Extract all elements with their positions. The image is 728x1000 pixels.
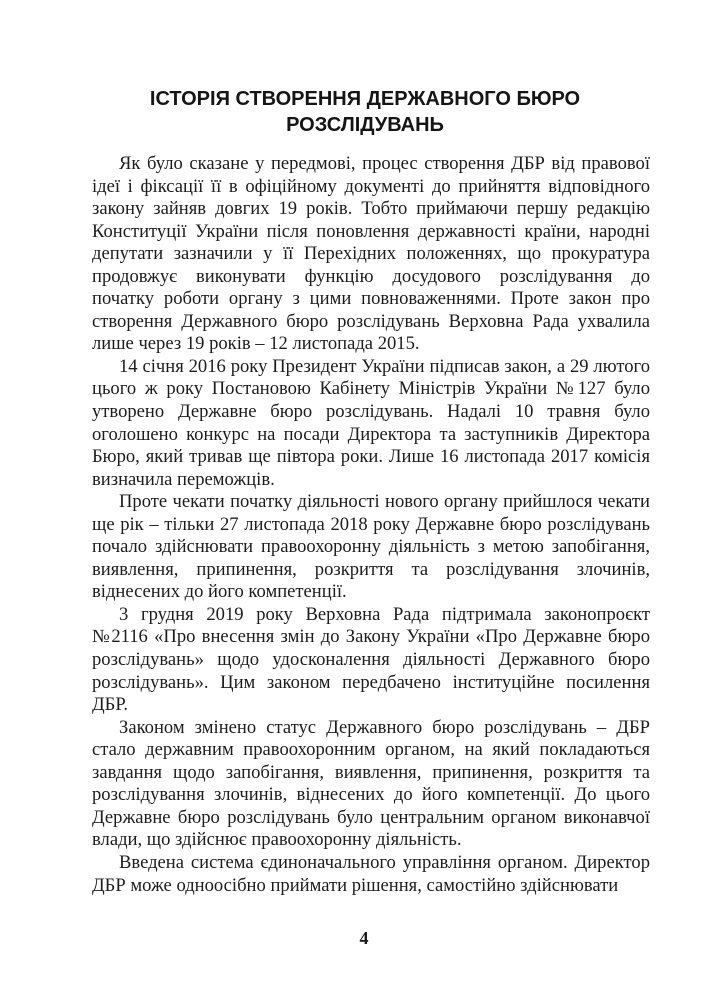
text-line: завдання щодо запобігання, виявлення, припинення, розкриття та [92,761,650,783]
text-line: цього ж року Постановою Кабінету Міністрів України №127 було [92,378,650,400]
text-line: ще рік – тільки 27 листопада 2018 року Державне бюро розслідувань [92,513,650,535]
paragraph [92,153,650,356]
text-line: виявлення, припинення, розкриття та розслідування злочинів, [92,558,650,580]
document-body [92,153,650,897]
text-line: закону зайняв довгих 19 років. Тобто приймаючи першу редакцію [92,198,650,220]
text-line: віднесених до його компетенції. [92,581,347,603]
text-line: №2116 «Про внесення змін до Закону України «Про Державне бюро [92,626,650,648]
text-line: розслідувань» щодо удосконалення діяльності Державного бюро [92,649,650,671]
text-line: лише через 19 років – 12 листопада 2015. [92,333,420,355]
text-line: розслідування злочинів, віднесених до його компетенції. До цього [92,784,650,806]
text-line: Державне бюро розслідувань було центральним органом виконавчої [92,806,650,828]
text-line: створення Державного бюро розслідувань Верховна Рада ухвалила [92,310,650,332]
text-line: Бюро, який тривав ще півтора роки. Лише 16 листопада 2017 комісія [92,446,650,468]
page-number: 4 [359,928,369,948]
text-line: утворено Державне бюро розслідувань. Надалі 10 травня було [92,401,650,423]
text-line: початку роботи органу з цими повноваженнями. Проте закон про [92,288,650,310]
title-line-1: ІСТОРІЯ СТВОРЕННЯ ДЕРЖАВНОГО БЮРО [149,88,581,110]
text-line: оголошено конкурс на посади Директора та заступників Директора [92,423,650,445]
text-line: ДБР може одноосібно приймати рішення, самостійно здійснювати [92,874,619,896]
text-line: ДБР. [92,694,129,716]
text-line: Конституції України після поновлення державності країни, народні [92,220,650,242]
text-line: продовжує виконувати функцію досудового розслідування до [92,265,650,287]
text-line: 3 грудня 2019 року Верховна Рада підтримала законопроєкт [119,603,650,625]
page-title [60,86,670,138]
text-line: Проте чекати початку діяльності нового органу прийшлося чекати [119,491,650,513]
text-line: влади, що здійснює правоохоронну діяльність. [92,829,462,851]
text-line: ідеї і фіксації її в офіційному документі до прийняття відповідного [92,175,650,197]
text-line: стало державним правоохоронним органом, на який покладаються [92,739,650,761]
text-line: визначила переможців. [92,468,275,490]
text-line: розслідувань». Цим законом передбачено інституційне посилення [92,671,650,693]
text-line: Введена система єдиноначального управління органом. Директор [119,851,650,873]
text-line: 14 січня 2016 року Президент України підписав закон, а 29 лютого [119,355,650,377]
title-line-2: РОЗСЛІДУВАНЬ [286,114,444,136]
text-line: депутати зазначили у її Перехідних положеннях, що прокуратура [92,243,650,265]
paragraph [92,852,650,897]
paragraph [92,356,650,491]
text-line: Законом змінено статус Державного бюро розслідувань – ДБР [119,716,650,738]
text-line: почало здійснювати правоохоронну діяльність з метою запобігання, [92,536,650,558]
paragraph [92,717,650,852]
text-line: Як було сказане у передмові, процес створення ДБР від правової [119,153,650,174]
paragraph [92,491,650,604]
paragraph [92,604,650,717]
